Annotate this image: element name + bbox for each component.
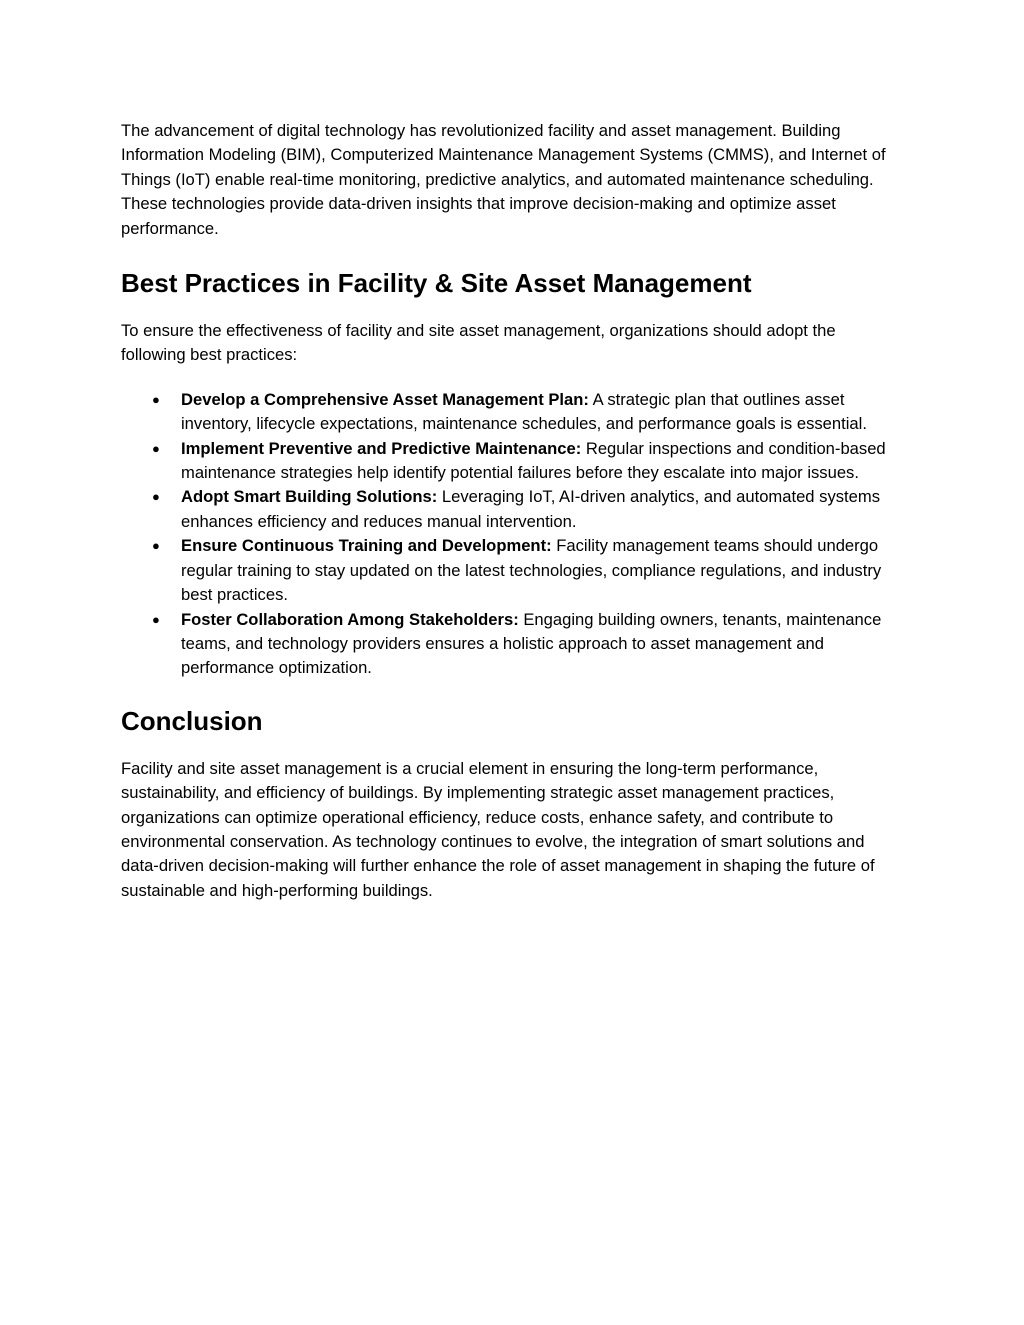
list-item-text: Facility management teams should undergo regular training to stay updated on the latest technologies, compliance regulations, and industry best practices. xyxy=(181,536,882,605)
bullet-icon: ● xyxy=(152,440,160,456)
list-item-title: Ensure Continuous Training and Development: xyxy=(181,536,552,556)
list-item-title: Adopt Smart Building Solutions: xyxy=(181,487,438,507)
best-practices-list xyxy=(121,388,903,681)
list-item xyxy=(121,608,903,681)
list-item-title: Foster Collaboration Among Stakeholders: xyxy=(181,609,519,629)
list-item-text: Regular inspections and condition-based maintenance strategies help identify potential failures before they escalate into major issues. xyxy=(181,438,886,483)
conclusion-paragraph: Facility and site asset management is a crucial element in ensuring the long-term performance, sustainability, and efficiency of buildings. By implementing strategic asset management practices, organizations can optimize operational efficiency, reduce costs, enhance safety, and contribute to environmental conservation. As technology continues to evolve, the integration of smart solutions and data-driven decision-making will further enhance the role of asset management in shaping the future of sustainable and high-performing buildings. xyxy=(121,758,875,900)
intro-paragraph: The advancement of digital technology has revolutionized facility and asset management. Building Information Modeling (BIM), Computerized Maintenance Management Systems (CMMS), and Internet of Things (IoT) enable real-time monitoring, predictive analytics, and automated maintenance scheduling. These technologies provide data-driven insights that improve decision-making and optimize asset performance. xyxy=(121,121,886,238)
bullet-icon: ● xyxy=(152,391,160,407)
bullet-icon: ● xyxy=(152,489,160,505)
list-item-text: Leveraging IoT, AI-driven analytics, and automated systems enhances efficiency and reduces manual intervention. xyxy=(181,487,880,531)
list-item-title: Develop a Comprehensive Asset Management Plan: xyxy=(181,389,589,409)
document-page xyxy=(121,119,903,903)
list-item-text: Engaging building owners, tenants, maintenance teams, and technology providers ensures a holistic approach to asset management and performance optimization. xyxy=(181,609,882,678)
conclusion-heading: Conclusion xyxy=(121,705,263,736)
bullet-icon: ● xyxy=(152,538,160,554)
best-practices-intro: To ensure the effectiveness of facility and site asset management, organizations should adopt the following best practices: xyxy=(121,321,836,365)
list-item xyxy=(121,437,903,486)
list-item xyxy=(121,534,903,607)
list-item-text: A strategic plan that outlines asset inventory, lifecycle expectations, maintenance schedules, and performance goals is essential. xyxy=(181,389,867,434)
best-practices-heading: Best Practices in Facility & Site Asset Management xyxy=(121,268,752,299)
list-item xyxy=(121,388,903,437)
bullet-icon: ● xyxy=(152,611,160,627)
list-item xyxy=(121,485,903,534)
list-item-title: Implement Preventive and Predictive Maintenance: xyxy=(181,438,582,458)
